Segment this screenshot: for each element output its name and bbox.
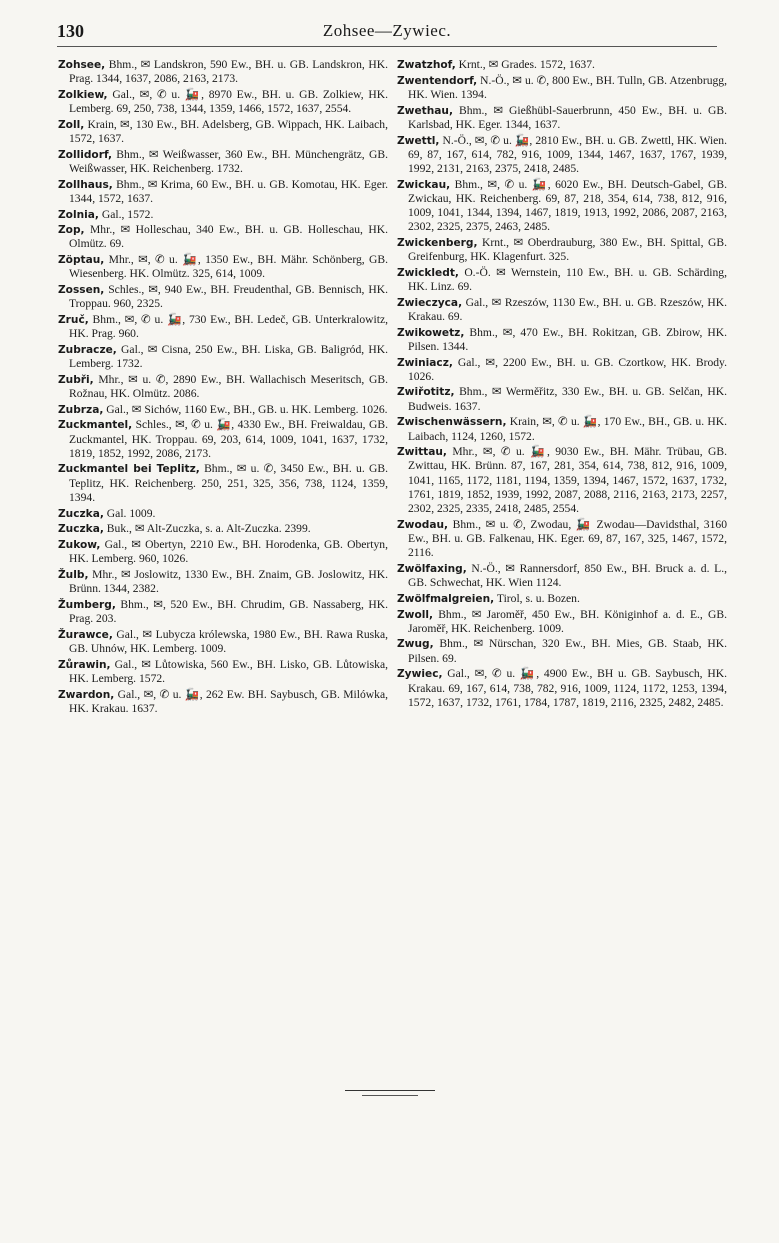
entry-text: Gal., ✉ Lůtowiska, 560 Ew., BH. Lisko, GB. Lůtowiska, HK. Lemberg. 1572. — [69, 657, 388, 685]
left-column — [58, 58, 388, 717]
entry-text: N.-Ö., ✉ Rannersdorf, 850 Ew., BH. Bruck a. d. L., GB. Schwechat, HK. Wien 1124. — [408, 561, 727, 590]
entry-headword: Zollidorf, — [58, 148, 112, 161]
entry-headword: Zuczka, — [58, 523, 104, 536]
gazetteer-entry — [58, 343, 388, 371]
gazetteer-entry — [397, 356, 727, 384]
end-rule-short — [362, 1095, 418, 1096]
gazetteer-entry — [58, 58, 388, 86]
entry-headword: Zöptau, — [58, 254, 105, 267]
gazetteer-entry — [397, 562, 727, 590]
entry-text: Bhm., ✉ Gießhübl-Sauerbrunn, 450 Ew., BH. u. GB. Karlsbad, HK. Eger. 1344, 1637. — [408, 103, 727, 131]
entry-headword: Zossen, — [58, 284, 105, 297]
gazetteer-entry — [397, 445, 727, 516]
entry-headword: Zruč, — [58, 313, 89, 326]
entry-headword: Žulb, — [58, 568, 89, 581]
gazetteer-entry — [58, 148, 388, 176]
entry-text: Mhr., ✉ Joslowitz, 1330 Ew., BH. Znaim, GB. Joslowitz, HK. Brünn. 1344, 2382. — [69, 567, 388, 596]
entry-text: Mhr., ✉ Holleschau, 340 Ew., BH. u. GB. Holleschau, HK. Olmütz. 69. — [69, 223, 388, 251]
entry-headword: Zolnia, — [58, 208, 99, 221]
entry-headword: Zwettl, — [397, 134, 440, 147]
entry-text: Mhr., ✉ u. ✆, 2890 Ew., BH. Wallachisch Meseritsch, GB. Rožnau, HK. Olmütz. 2086. — [69, 372, 388, 400]
entry-headword: Zubři, — [58, 373, 94, 386]
entry-headword: Zwittau, — [397, 446, 447, 459]
gazetteer-entry — [58, 418, 388, 461]
entry-headword: Zoll, — [58, 118, 85, 131]
gazetteer-entry — [58, 223, 388, 251]
entry-text: Mhr., ✉, ✆ u. 🚂, 1350 Ew., BH. Mähr. Schönberg, GB. Wiesenberg. HK. Olmütz. 325, 614, 1009. — [69, 253, 388, 281]
gazetteer-entry — [58, 208, 388, 222]
entry-text: Bhm., ✉, ✆ u. 🚂, 6020 Ew., BH. Deutsch-Gabel, GB. Zwickau, HK. Reichenberg. 69, 87, 218, 354, 614, 738, 812, 916, 1009, 1041, 1344, 1394, 1467, 1819, 1913, 1992, 2086, 2087, 2163, 2302, 2325, 2375, 2463, 2485. — [408, 177, 727, 234]
entry-text: Bhm., ✉ u. ✆, Zwodau, 🚂 Zwodau—Davidsthal, 3160 Ew., BH. u. GB. Falkenau, HK. Eger. 69, 87, 167, 325, 1467, 1572, 2116. — [408, 517, 727, 560]
entry-text: Krain, ✉, ✆ u. 🚂, 170 Ew., BH., GB. u. HK. Laibach, 1124, 1260, 1572. — [408, 415, 727, 443]
page-header — [57, 19, 717, 47]
gazetteer-entry — [58, 253, 388, 281]
gazetteer-entry — [58, 283, 388, 311]
entry-headword: Zwischenwässern, — [397, 416, 507, 429]
entry-text: Krain, ✉, 130 Ew., BH. Adelsberg, GB. Wippach, HK. Laibach, 1572, 1637. — [69, 117, 388, 146]
entry-text: Gal., ✉ Sichów, 1160 Ew., BH., GB. u. HK. Lemberg. 1026. — [106, 402, 388, 416]
gazetteer-entry — [58, 522, 388, 536]
gazetteer-entry — [397, 518, 727, 561]
entry-headword: Zuckmantel, — [58, 419, 133, 432]
gazetteer-entry — [58, 178, 388, 206]
entry-text: Gal., ✉, ✆ u. 🚂, 262 Ew. BH. Saybusch, GB. Milówka, HK. Krakau. 1637. — [69, 687, 388, 715]
entry-text: Gal., ✉, ✆ u. 🚂, 8970 Ew., BH. u. GB. Zolkiew, HK. Lemberg. 69, 250, 738, 1344, 1359, 1466, 1572, 1637, 2554. — [69, 87, 389, 116]
entry-text: Bhm., ✉, 520 Ew., BH. Chrudim, GB. Nassaberg, HK. Prag. 203. — [69, 597, 388, 626]
entry-headword: Zwickledt, — [397, 266, 459, 279]
gazetteer-entry — [397, 74, 727, 102]
entry-text: Bhm., ✉ Weißwasser, 360 Ew., BH. Münchengrätz, GB. Weißwasser, HK. Reichenberg. 1732. — [69, 147, 388, 175]
gazetteer-entry — [58, 628, 388, 656]
right-column — [397, 58, 727, 711]
entry-headword: Zwoll, — [397, 608, 434, 621]
gazetteer-entry — [397, 296, 727, 324]
entry-text: Mhr., ✉, ✆ u. 🚂, 9030 Ew., BH. Mähr. Trübau, GB. Zwittau, HK. Brünn. 87, 167, 281, 354, 614, 738, 812, 916, 1009, 1041, 1165, 1172, 1181, 1194, 1359, 1394, 1467, 1572, 1637, 1732, 1761, 1819, 1852, 1939, 1992, 2087, 2088, 2116, 2163, 2173, 2257, 2302, 2325, 2335, 2418, 2485, 2554. — [408, 445, 727, 516]
entry-headword: Zwölfaxing, — [397, 562, 467, 575]
gazetteer-entry — [58, 568, 388, 596]
entry-headword: Zukow, — [58, 539, 101, 551]
entry-text: Schles., ✉, ✆ u. 🚂, 4330 Ew., BH. Freiwaldau, GB. Zuckmantel, HK. Troppau. 69, 203, 614, 1009, 1041, 1637, 1732, 1819, 1852, 1992, 2086, 2173. — [69, 418, 388, 460]
end-rule — [345, 1090, 435, 1091]
entry-text: Gal., ✉, ✆ u. 🚂, 4900 Ew., BH u. GB. Saybusch, HK. Krakau. 69, 167, 614, 738, 782, 916, 1009, 1124, 1172, 1253, 1394, 1572, 1637, 1732, 1761, 1784, 1787, 1819, 2116, 2325, 2482, 2485. — [408, 667, 727, 709]
gazetteer-entry — [397, 608, 727, 636]
gazetteer-entry — [397, 667, 727, 710]
entry-text: Schles., ✉, 940 Ew., BH. Freudenthal, GB. Bennisch, HK. Troppau. 960, 2325. — [69, 283, 388, 311]
entry-text: Krnt., ✉ Oberdrauburg, 380 Ew., BH. Spittal, GB. Greifenburg, HK. Klagenfurt. 325. — [408, 235, 727, 264]
entry-headword: Zohsee, — [58, 59, 106, 71]
gazetteer-entry — [397, 385, 727, 413]
entry-headword: Zwethau, — [397, 104, 453, 117]
entry-headword: Zubrza, — [58, 403, 104, 416]
gazetteer-entry — [58, 313, 388, 341]
entry-headword: Zwickenberg, — [397, 236, 478, 249]
gazetteer-entry — [58, 118, 388, 146]
gazetteer-entry — [58, 373, 388, 401]
entry-text: Gal., ✉, 2200 Ew., BH. u. GB. Czortkow, HK. Brody. 1026. — [408, 355, 727, 383]
entry-text: Bhm., ✉ Nürschan, 320 Ew., BH. Mies, GB. Staab, HK. Pilsen. 69. — [408, 637, 727, 665]
gazetteer-entry — [397, 104, 727, 132]
gazetteer-entry — [58, 688, 388, 716]
entry-headword: Zuczka, — [58, 507, 104, 520]
entry-text: Bhm., ✉, ✆ u. 🚂, 730 Ew., BH. Ledeč, GB. Unterkralowitz, HK. Prag. 960. — [69, 312, 389, 341]
gazetteer-entry — [58, 88, 388, 116]
entry-headword: Zubracze, — [58, 343, 117, 356]
entry-headword: Zwiřotitz, — [397, 386, 455, 399]
entry-headword: Zollhaus, — [58, 178, 113, 191]
gazetteer-entry — [397, 134, 727, 177]
gazetteer-entry — [397, 266, 727, 294]
entry-text: Bhm., ✉ Krima, 60 Ew., BH. u. GB. Komotau, HK. Eger. 1344, 1572, 1637. — [69, 177, 388, 205]
entry-text: Bhm., ✉ Jaroměř, 450 Ew., BH. Königinhof a. d. E., GB. Jaroměř, HK. Reichenberg. 1009. — [408, 607, 727, 635]
entry-headword: Žurawce, — [58, 628, 113, 641]
header-rule — [57, 46, 717, 47]
entry-text: Gal., ✉ Lubycza królewska, 1980 Ew., BH. Rawa Ruska, GB. Uhnów, HK. Lemberg. 1009. — [69, 627, 388, 655]
entry-headword: Žumberg, — [58, 598, 116, 611]
entry-headword: Zwatzhof, — [397, 59, 456, 71]
entry-text: Krnt., ✉ Grades. 1572, 1637. — [458, 58, 595, 71]
entry-text: Gal., ✉ Cisna, 250 Ew., BH. Liska, GB. Baligród, HK. Lemberg. 1732. — [69, 342, 389, 371]
entry-text: Bhm., ✉ u. ✆, 3450 Ew., BH. u. GB. Teplitz, HK. Reichenberg. 250, 251, 325, 356, 738, 1124, 1359, 1394. — [69, 462, 388, 504]
entry-text: Bhm., ✉ Werměřitz, 330 Ew., BH. u. GB. Selčan, HK. Budweis. 1637. — [408, 385, 727, 413]
gazetteer-entry — [58, 658, 388, 686]
gazetteer-entry — [58, 507, 388, 521]
entry-text: O.-Ö. ✉ Wernstein, 110 Ew., BH. u. GB. Schärding, HK. Linz. 69. — [408, 265, 727, 294]
gazetteer-entry — [58, 538, 388, 566]
entry-headword: Zwieczyca, — [397, 296, 463, 309]
entry-headword: Zwug, — [397, 638, 434, 651]
gazetteer-entry — [397, 236, 727, 264]
gazetteer-entry — [397, 592, 727, 606]
entry-headword: Zuckmantel bei Teplitz, — [58, 463, 200, 476]
entry-headword: Zůrawin, — [58, 658, 111, 671]
entry-headword: Zop, — [58, 224, 85, 237]
entry-text: Gal., ✉ Rzeszów, 1130 Ew., BH. u. GB. Rzeszów, HK. Krakau. 69. — [408, 295, 727, 323]
entry-text: N.-Ö., ✉, ✆ u. 🚂, 2810 Ew., BH. u. GB. Zwettl, HK. Wien. 69, 87, 167, 614, 782, 916, 1009, 1344, 1467, 1637, 1767, 1939, 1992, 2131, 2163, 2375, 2418, 2485. — [408, 133, 728, 175]
gazetteer-entry — [397, 178, 727, 235]
entry-text: Gal. 1009. — [106, 506, 156, 520]
gazetteer-entry — [58, 403, 388, 417]
entry-headword: Zwodau, — [397, 518, 449, 531]
entry-headword: Zwölfmalgreien, — [397, 592, 495, 605]
entry-headword: Zwentendorf, — [397, 74, 478, 87]
entry-headword: Zwiniacz, — [397, 356, 453, 369]
entry-headword: Zwickau, — [397, 178, 451, 191]
gazetteer-entry — [397, 415, 727, 443]
gazetteer-entry — [397, 326, 727, 354]
entry-text: Gal., 1572. — [101, 207, 154, 221]
gazetteer-entry — [397, 637, 727, 665]
gazetteer-entry — [58, 598, 388, 626]
entry-text: Gal., ✉ Obertyn, 2210 Ew., BH. Horodenka, GB. Obertyn, HK. Lemberg. 960, 1026. — [69, 538, 388, 566]
gazetteer-entry — [58, 462, 388, 505]
gazetteer-entry — [397, 58, 727, 72]
entry-headword: Zywiec, — [397, 668, 443, 681]
page-number: 130 — [57, 21, 84, 41]
page-title: Zohsee—Zywiec. — [322, 21, 452, 40]
entry-text: Bhm., ✉ Landskron, 590 Ew., BH. u. GB. Landskron, HK. Prag. 1344, 1637, 2086, 2163, 2173. — [69, 58, 388, 86]
entry-text: N.-Ö., ✉ u. ✆, 800 Ew., BH. Tulln, GB. Atzenbrugg, HK. Wien. 1394. — [408, 73, 727, 101]
entry-text: Bhm., ✉, 470 Ew., BH. Rokitzan, GB. Zbirow, HK. Pilsen. 1344. — [408, 325, 727, 353]
entry-headword: Zwardon, — [58, 688, 115, 701]
entry-text: Buk., ✉ Alt-Zuczka, s. a. Alt-Zuczka. 2399. — [106, 522, 311, 536]
entry-text: Tirol, s. u. Bozen. — [496, 591, 580, 605]
entry-headword: Zolkiew, — [58, 88, 108, 101]
entry-headword: Zwikowetz, — [397, 326, 465, 339]
